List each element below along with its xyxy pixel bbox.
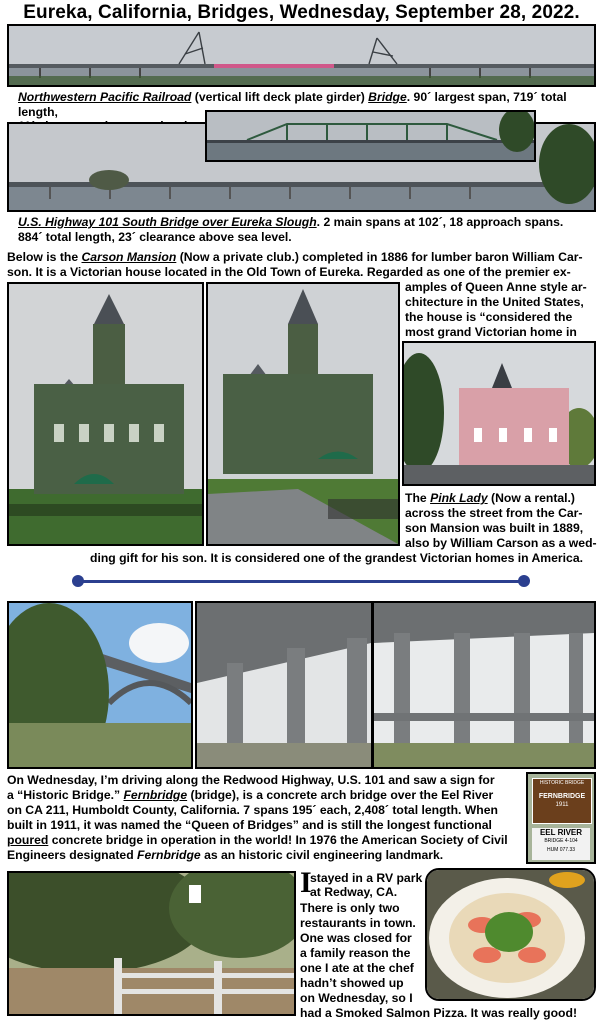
poured-link[interactable]: poured [7,833,49,847]
pink-lady-illustration [404,343,594,484]
sign-year: 1911 [555,802,569,808]
fernbridge-line6 [7,848,527,863]
fernbridge-link-1[interactable]: Fernbridge [123,788,188,802]
fernbridge-underside-illustration-1 [197,603,371,767]
pink-lady-line3: son Mansion was built in 1889, [405,521,584,535]
rv-line2: at Redway, CA. [310,885,398,899]
nwp-caption-mid: (vertical lift deck plate girder) [191,90,369,104]
sign-river: EEL RIVER [539,828,583,837]
rv-line8: hadn’t showed up [300,976,404,990]
rv-line7: one I ate at the chef [300,961,414,975]
photo-fernbridge-underside-1 [195,601,373,769]
photo-nwp-railroad-bridge [7,24,596,87]
fernbridge-l6b: as an historic civil engineering landmark. [200,848,444,862]
pink-lady-line4: also by William Carson as a wed- [405,536,597,550]
us101-caption-rest1: . 2 main spans at 102´, 18 approach spans. [316,215,564,229]
sign-name: FERNBRIDGE [538,793,586,800]
carson-intro-line3: amples of Queen Anne style ar- [405,280,587,294]
nwp-link[interactable]: Northwestern Pacific Railroad [18,90,192,104]
rv-line6: a family reason the [300,946,411,960]
carson-intro-b: (Now a private club.) completed in 1886 for lumber baron William Car- [176,250,583,264]
sign-bridge-no: BRIDGE 4-104 [544,838,578,844]
photo-carson-mansion-2 [206,282,400,546]
pink-lady-link[interactable]: Pink Lady [430,491,488,505]
rv-line9: on Wednesday, so I [300,991,413,1005]
carson-intro-line4: chitecture in the United States, [405,295,584,309]
sign-brown [532,778,592,824]
nwp-bridge-illustration [9,26,594,85]
carson-mansion-link[interactable]: Carson Mansion [81,250,177,264]
us101-caption [18,215,598,244]
pink-lady-line2: across the street from the Car- [405,506,583,520]
carson-intro-line2: son. It is a Victorian house located in the Old Town of Eureka. Regarded as one of the premier ex- [7,265,571,279]
fernbridge-arch-illustration [9,603,191,767]
divider-dot-left [72,575,84,587]
sign-top: HISTORIC BRIDGE [539,780,585,786]
us101-inset-illustration [207,112,534,160]
fernbridge-link-2[interactable]: Fernbridge [137,848,201,862]
fernbridge-line4: built in 1911, it was named the “Queen of Bridges” and is still the longest functional [7,818,492,832]
us101-link[interactable]: U.S. Highway 101 South Bridge over Eureka Slough [18,215,317,229]
rv-line4: restaurants in town. [300,916,416,930]
pink-lady-line1 [405,491,600,506]
rv-line1: stayed in a RV park [310,871,423,885]
fernbridge-underside-illustration-2 [374,603,594,767]
carson-intro-line1 [7,250,599,265]
pink-lady-line5: ding gift for his son. It is considered one of the grandest Victorian homes in America. [90,551,583,565]
photo-fernbridge-sign [526,772,596,864]
carson-intro-line6: most grand Victorian home in [405,325,577,339]
carson-mansion-illustration-1 [9,284,202,544]
fernbridge-line3: on CA 211, Humboldt County, California. 7 spans 195´ each, 2,408´ total length. When [7,803,498,817]
us101-caption-rest2: 884´ total length, 23´ clearance above sea level. [18,229,292,244]
nwp-caption-rest1: . 90´ largest span, 719´ total length, [18,90,567,119]
sign-white [532,828,590,860]
sign-post: HUM 077.33 [546,847,576,853]
photo-carson-mansion-1 [7,282,204,546]
carson-intro-a: Below is the [7,250,82,264]
page-title: Eureka, California, Bridges, Wednesday, September 28, 2022. [23,2,580,23]
rv-park-illustration [9,873,294,1014]
rv-line10: had a Smoked Salmon Pizza. It was really good! [300,1006,577,1020]
fernbridge-l2b: (bridge), is a concrete arch bridge over the Eel River [187,788,494,802]
fernbridge-line1: On Wednesday, I’m driving along the Redwood Highway, U.S. 101 and saw a sign for [7,773,495,787]
divider-dot-right [518,575,530,587]
fernbridge-line5 [7,833,527,848]
salmon-pizza-illustration [427,870,594,999]
section-divider [78,580,526,583]
photo-fernbridge-arch [7,601,193,769]
carson-mansion-illustration-2 [208,284,398,544]
fernbridge-l2a: a “Historic Bridge.” [7,788,124,802]
fernbridge-l5b: concrete bridge in operation in the world! In 1976 the American Society of Civil [48,833,508,847]
nwp-bridge-link[interactable]: Bridge [368,90,407,104]
fernbridge-line2 [7,788,527,803]
photo-fernbridge-underside-2 [372,601,596,769]
fernbridge-l6a: Engineers designated [7,848,138,862]
rv-line3: There is only two [300,901,400,915]
pink-lady-b: (Now a rental.) [487,491,575,505]
photo-rv-park [7,871,296,1016]
rv-dropcap: I [300,866,312,899]
photo-salmon-pizza [425,868,596,1001]
pink-lady-a: The [405,491,431,505]
photo-us101-inset [205,110,536,162]
photo-pink-lady [402,341,596,486]
carson-intro-line5: the house is “considered the [405,310,573,324]
rv-line5: One was closed for [300,931,412,945]
